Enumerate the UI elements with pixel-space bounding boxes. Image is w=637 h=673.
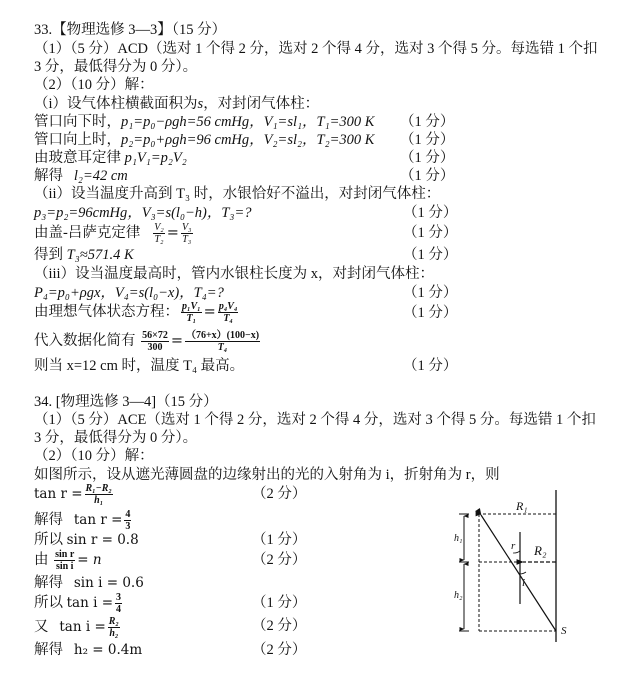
q33-score: （1 分）: [403, 247, 458, 263]
gay-frac2-num: V₃: [181, 222, 192, 234]
eq8-prefix: 解得: [34, 642, 63, 658]
q33-score: （1 分）: [403, 205, 458, 221]
q33-title: 33.【物理选修 3—3】（15 分）: [34, 22, 227, 38]
light-ray: [481, 515, 556, 631]
refraction-diagram: [440, 485, 580, 645]
q34-score: （1 分）: [252, 532, 307, 548]
q34-eq5: [34, 574, 144, 592]
gay-frac1: [153, 222, 165, 245]
q33-part2-head: （2）（10 分）解：: [34, 77, 154, 93]
eq6-lhs: tan i =: [66, 595, 114, 611]
eq2-den: 3: [125, 521, 131, 533]
q33-score: （1 分）: [400, 168, 455, 184]
q34-eq8: [34, 641, 142, 659]
ii-state-eq: p₃=p₂=96cmHg，V₃=s(l₀−h)，T₃=?: [34, 205, 252, 221]
eq6-den: 4: [116, 604, 122, 616]
q34-eq7: [34, 615, 122, 639]
eq4-prefix: 由: [34, 552, 49, 568]
eq7-frac: [108, 616, 120, 639]
q33-part1-line1: （1）（5 分）ACD（选对 1 个得 2 分，选对 2 个得 4 分，选对 3 个得 5 分。每选错 1 个扣: [34, 41, 598, 57]
gay-frac2-den: T₃: [182, 234, 192, 246]
q33-ii-state: [34, 204, 252, 222]
gay-frac1-den: T₂: [154, 234, 164, 246]
line-down-eq: p₁=p₀−ρgh=56 cmHg，V₁=sl₁，T₁=300 K: [121, 114, 375, 130]
ideal-prefix: 由理想气体状态方程：: [34, 304, 179, 320]
eq5-eq: sin i = 0.6: [73, 575, 144, 591]
ideal-frac2-den: T₄: [223, 313, 233, 325]
iii-state-eq: P₄=p₀+ρgx，V₄=s(l₀−x)，T₄=?: [34, 285, 224, 301]
boyle-prefix: 由玻意耳定律: [34, 150, 121, 166]
eq4-num: sin r: [55, 549, 75, 561]
line-up-prefix: 管口向上时，: [34, 132, 121, 148]
q34-score: （2 分）: [252, 618, 307, 634]
eq4-den: sin i: [55, 561, 74, 573]
q33-score: （1 分）: [403, 225, 458, 241]
q33-boyle: [34, 149, 187, 167]
eq2-frac: [124, 509, 131, 532]
eq6-num: 3: [116, 592, 122, 604]
label-r2: R₂: [534, 543, 547, 558]
label-i: i: [522, 577, 526, 589]
eq4-frac: [54, 549, 75, 572]
eq1-num: R₁−R₂: [85, 483, 112, 495]
q33-score: （1 分）: [403, 305, 458, 321]
eq7-lhs: tan i =: [59, 619, 106, 635]
q33-score: （1 分）: [400, 132, 455, 148]
sub-i-text: （i）设气体柱横截面积为: [34, 96, 198, 112]
q34-eq2: [34, 508, 133, 532]
eq3-prefix: 所以: [34, 532, 63, 548]
eq1-lhs: tan r =: [34, 486, 83, 502]
q33-part1-line2: 3 分，最低得分为 0 分）。: [34, 59, 198, 75]
q33-sub-i: [34, 95, 319, 113]
q33-ideal: 由理想气体状态方程： $\frac{\text{p₁V₁}}{\text{T₁}}$ = $\frac{\text{p₄V₄}}{\text{T₄}}$: [34, 301, 238, 325]
ideal-frac1: [181, 301, 202, 324]
boyle-eq: p₁V₁=p₂V₂: [124, 150, 187, 166]
q33-line-up: [34, 131, 374, 149]
gay-frac1-num: V₂: [154, 222, 164, 234]
sub-i-tail: ，对封闭气体柱：: [203, 96, 320, 112]
q34-score: （2 分）: [252, 486, 307, 502]
q34-score: （2 分）: [252, 642, 307, 658]
q34-intro: 如图所示，设从遮光薄圆盘的边缘射出的光的入射角为 i，折射角为 r，则: [34, 467, 500, 483]
eq2-lhs: tan r =: [73, 512, 123, 528]
solve1-prefix: 解得: [34, 168, 63, 184]
eq7-prefix: 又: [34, 619, 49, 635]
angle-i-arc: [520, 572, 526, 574]
q33-substitute: 代入数据化简有 $\frac{56\times 72}{300}$ = $\frac{(76+x)(100-x)}{\text{T₄}}$: [34, 330, 260, 354]
q34-score: （2 分）: [252, 552, 307, 568]
eq7-num: R₂: [108, 616, 119, 628]
substitute-frac1-num: 56×72: [142, 330, 168, 342]
q33-score: （1 分）: [403, 285, 458, 301]
gay-frac2: [181, 222, 193, 245]
substitute-frac2-num: （76+x）(100−x): [185, 330, 260, 342]
q34-part1-line2: 3 分，最低得分为 0 分）。: [34, 430, 198, 446]
substitute-prefix: 代入数据化简有: [34, 333, 136, 349]
q33-sub-ii: （ii）设当温度升高到 T₃ 时，水银恰好不溢出，对封闭气体柱：: [34, 186, 441, 202]
eq2-num: 4: [125, 509, 131, 521]
get-eq: T₃≈571.4 K: [66, 247, 134, 263]
eq3-eq: sin r = 0.8: [66, 532, 139, 548]
q33-iii-state: [34, 284, 224, 302]
q33-line-down: [34, 113, 374, 131]
ideal-frac2: [218, 301, 239, 324]
ideal-frac1-num: p₁V₁: [182, 301, 201, 313]
q33-score: （1 分）: [400, 114, 455, 130]
q34-eq1: [34, 482, 115, 506]
q34-eq6: [34, 591, 124, 615]
sub-i-var: s: [197, 96, 204, 112]
substitute-frac1: [141, 330, 169, 353]
eq6-prefix: 所以: [34, 595, 63, 611]
eq2-prefix: 解得: [34, 512, 63, 528]
q34-score: （1 分）: [252, 595, 307, 611]
solve1-eq: l₂=42 cm: [73, 168, 128, 184]
q33-get: [34, 246, 134, 264]
label-h2: h₂: [454, 590, 463, 601]
ideal-frac2-num: p₄V₄: [218, 301, 238, 313]
label-r1: R₁: [516, 499, 528, 513]
substitute-frac2: [185, 330, 260, 353]
gay-prefix: 由盖-吕萨克定律: [34, 225, 141, 241]
eq1-den: h₁: [94, 495, 104, 507]
eq7-den: h₂: [109, 628, 119, 640]
line-up-eq: p₂=p₀+ρgh=96 cmHg，V₂=sl₂，T₂=300 K: [121, 132, 375, 148]
label-r: r: [511, 540, 516, 552]
q33-score: （1 分）: [403, 358, 458, 374]
q34-part2-head: （2）（10 分）解：: [34, 448, 154, 464]
label-h1: h₁: [454, 533, 463, 544]
q33-solve1: [34, 167, 128, 185]
substitute-frac2-den: T₄: [217, 342, 228, 354]
eq1-frac: [85, 483, 113, 506]
q34-eq4: [34, 548, 102, 572]
q34-part1-line1: （1）（5 分）ACE（选对 1 个得 2 分，选对 2 个得 4 分，选对 3 个得 5 分。每选错 1 个扣: [34, 412, 596, 428]
q33-gay: 由盖-吕萨克定律 $\frac{\text{V₂}}{\text{T₂}}$ = $\frac{\text{V₃}}{\text{T₃}}$: [34, 222, 192, 246]
line-down-prefix: 管口向下时，: [34, 114, 121, 130]
get-prefix: 得到: [34, 247, 63, 263]
label-s: S: [561, 625, 567, 637]
ideal-frac1-den: T₁: [186, 313, 197, 325]
eq4-rhs: = n: [77, 552, 102, 568]
eq5-prefix: 解得: [34, 575, 63, 591]
q33-conclusion: 则当 x=12 cm 时，温度 T₄ 最高。: [34, 358, 245, 374]
q34-title: 34. [物理选修 3—4]（15 分）: [34, 394, 218, 410]
q33-sub-iii: （iii）设当温度最高时，管内水银柱长度为 x，对封闭气体柱：: [34, 266, 434, 282]
q33-score: （1 分）: [400, 150, 455, 166]
substitute-frac1-den: 300: [147, 342, 163, 354]
q34-eq3: [34, 531, 139, 549]
eq6-frac: [115, 592, 122, 615]
eq8-eq: h₂ = 0.4m: [73, 642, 143, 658]
